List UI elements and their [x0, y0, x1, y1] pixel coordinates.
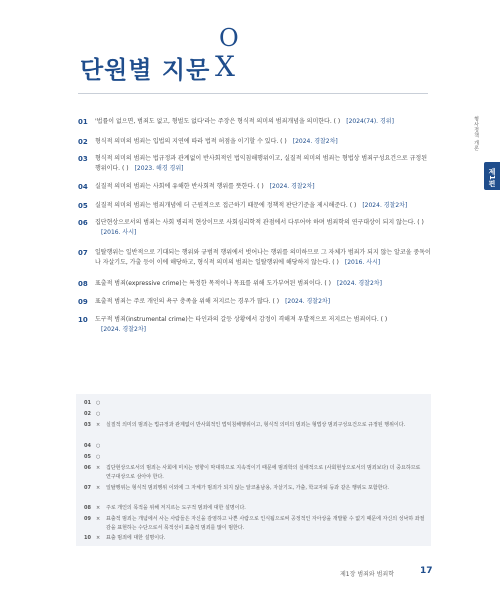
- question-text-wrap: [95, 182, 431, 192]
- answer-mark: ×: [96, 465, 101, 471]
- answer-mark: ×: [96, 485, 101, 491]
- question-text: 집단현상으로서의 범죄는 사회 병리적 현상이므로 사회심리학적 관점에서 다루어야 하며 범죄학의 연구대상이 되지 않는다. ( ): [95, 219, 424, 226]
- question-text: 형식적 의미의 범죄는 입법의 지연에 따라 법적 허점을 이기할 수 있다. ( ): [95, 138, 287, 145]
- page-footer: [0, 566, 500, 580]
- answer-mark: ×: [96, 505, 101, 511]
- question-text: 일탈행위는 일반적으로 기대되는 행위와 규범적 행위에서 벗어나는 행위를 의미하므로 그 자체가 범죄가 되지 않는 알코올 중독이나 자살기도, 가출 등이 이에 해당하고, 형식적 의미의 범죄는 일탈행위에 해당하지 않는다. ( ): [95, 249, 431, 266]
- question-text: '법률이 없으면, 범죄도 없고, 형벌도 없다'라는 주장은 형식적 의미의 범죄개념을 의미한다. ( ): [95, 118, 341, 125]
- page-number: 17: [420, 566, 433, 576]
- answer-number: 04: [84, 443, 91, 449]
- question-text: 표출적 범죄(expressive crime)는 특정한 목적이나 목표를 위해 도가부여된 범죄이다. ( ): [95, 280, 331, 287]
- question-text-wrap: [95, 297, 431, 307]
- ox-x-letter: X: [215, 50, 235, 83]
- answer-text: 표출적 범죄는 개념에서 사는 사람들은 자신을 감염하고 나쁜 사람으로 인식됨으로써 공정적인 자아상을 개발할 수 없기 때문에 자신의 성낙하 좌절감을 표현하는 수단으로서 목적성이 표출적 범죄를 많이 범한다.: [106, 516, 425, 531]
- question-number: 09: [78, 298, 88, 306]
- question-text: 형식적 의미의 범죄는 법규정과 관계없이 반사회적인 법익침해행위이고, 실질적 의미의 범죄는 형법상 범죄구성요건으로 규정된 행위이다. ( ): [95, 155, 427, 172]
- question-source: [2023. 해경 경위]: [134, 165, 184, 172]
- question-text-wrap: [95, 248, 431, 268]
- question-source: [2024. 경찰2차]: [269, 183, 315, 190]
- question-number: 03: [78, 155, 88, 163]
- question-text-wrap: [95, 279, 431, 289]
- answer-text: 일탈행위는 형식적 범죄행위 이외에 그 자체가 범죄가 되지 않는 알코올남용, 자살기도, 가출, 학교자퇴 등과 같은 행위도 포함한다.: [106, 485, 389, 491]
- question-number: 04: [78, 183, 88, 191]
- answer-mark: ×: [96, 422, 101, 428]
- answer-mark: ×: [96, 535, 101, 541]
- page-title: 단원별 지문: [80, 56, 211, 84]
- answer-mark: ○: [96, 400, 101, 406]
- answer-number: 03: [84, 422, 91, 428]
- question-number: 05: [78, 202, 88, 210]
- answer-text: 주로 개인의 목적을 위해 저지르는 도구적 범죄에 대한 설명이다.: [106, 505, 246, 511]
- question-source: [2024. 경찰2차]: [285, 298, 331, 305]
- question-text: 도구적 범죄(instrumental crime)는 타인과의 갈등 상황에서 감정이 격해져 우발적으로 저지르는 범죄이다. ( ): [95, 316, 388, 323]
- side-tab-text: 형사정책 개론: [473, 116, 479, 152]
- question-number: 08: [78, 280, 88, 288]
- question-number: 06: [78, 219, 88, 227]
- question-text-wrap: [95, 137, 431, 147]
- question-source: [2024. 경찰2차]: [362, 202, 408, 209]
- answer-number: 06: [84, 465, 91, 471]
- question-number: 10: [78, 316, 88, 324]
- question-source: [2024. 경찰2차]: [336, 280, 382, 287]
- side-tab-block: [484, 162, 500, 190]
- answer-number: 08: [84, 505, 91, 511]
- question-source: [2024. 경찰2차]: [101, 326, 146, 333]
- question-number: 01: [78, 118, 88, 126]
- answer-text: 표출 범죄에 대한 설명이다.: [106, 535, 166, 541]
- answer-number: 07: [84, 485, 91, 491]
- answer-number: 02: [84, 411, 91, 417]
- question-source: [2024. 경찰2차]: [292, 138, 338, 145]
- answer-number: 05: [84, 454, 91, 460]
- question-text-wrap: [95, 218, 431, 238]
- answer-mark: ○: [96, 454, 101, 460]
- footer-chapter: 제1장 범죄와 범죄학: [340, 571, 395, 578]
- question-number: 07: [78, 249, 88, 257]
- answer-number: 10: [84, 535, 91, 541]
- answer-text: 실질적 의미의 범죄는 법규정과 관계없이 반사회적인 법익침해행위이고, 형식적 의미의 범죄는 형법상 범죄구성요건으로 규정된 행위이다.: [106, 422, 406, 428]
- chapter-side-tab: [468, 110, 500, 190]
- question-text-wrap: [95, 201, 431, 211]
- question-text-wrap: [95, 315, 431, 335]
- answer-number: 01: [84, 400, 91, 406]
- question-text-wrap: [95, 117, 431, 127]
- question-source: [2016. 사시]: [101, 229, 137, 236]
- answer-text: 집단현상으로서의 범죄는 사회에 미치는 영향이 막대하므로 지속적이기 때문에 범죄학의 실태적으로 (사회현상으로서의 범죄보다) 더 중요하므로 연구대상으로 삼아야 한다.: [106, 465, 421, 480]
- question-text: 실질적 의미의 범죄는 범죄개념에 더 근원적으로 접근하기 때문에 정책적 판단기준을 제시해준다. ( ): [95, 202, 357, 209]
- question-number: 02: [78, 138, 88, 146]
- ox-o-letter: O: [219, 24, 239, 52]
- answer-mark: ×: [96, 516, 101, 522]
- question-text: 실질적 의미의 범죄는 사회에 유해한 반사회적 행위를 뜻한다. ( ): [95, 183, 264, 190]
- answer-mark: ○: [96, 443, 101, 449]
- answer-mark: ○: [96, 411, 101, 417]
- question-text: 표출적 범죄는 주로 개인의 욕구 충족을 위해 저지르는 경우가 많다. ( ): [95, 298, 280, 305]
- answer-number: 09: [84, 516, 91, 522]
- title-divider: [78, 93, 428, 94]
- question-source: [2024(74). 경위]: [346, 118, 394, 125]
- question-text-wrap: [95, 154, 431, 174]
- side-tab-label: 제1편: [488, 168, 496, 187]
- answer-box: [76, 394, 431, 546]
- question-source: [2016. 사시]: [344, 259, 381, 266]
